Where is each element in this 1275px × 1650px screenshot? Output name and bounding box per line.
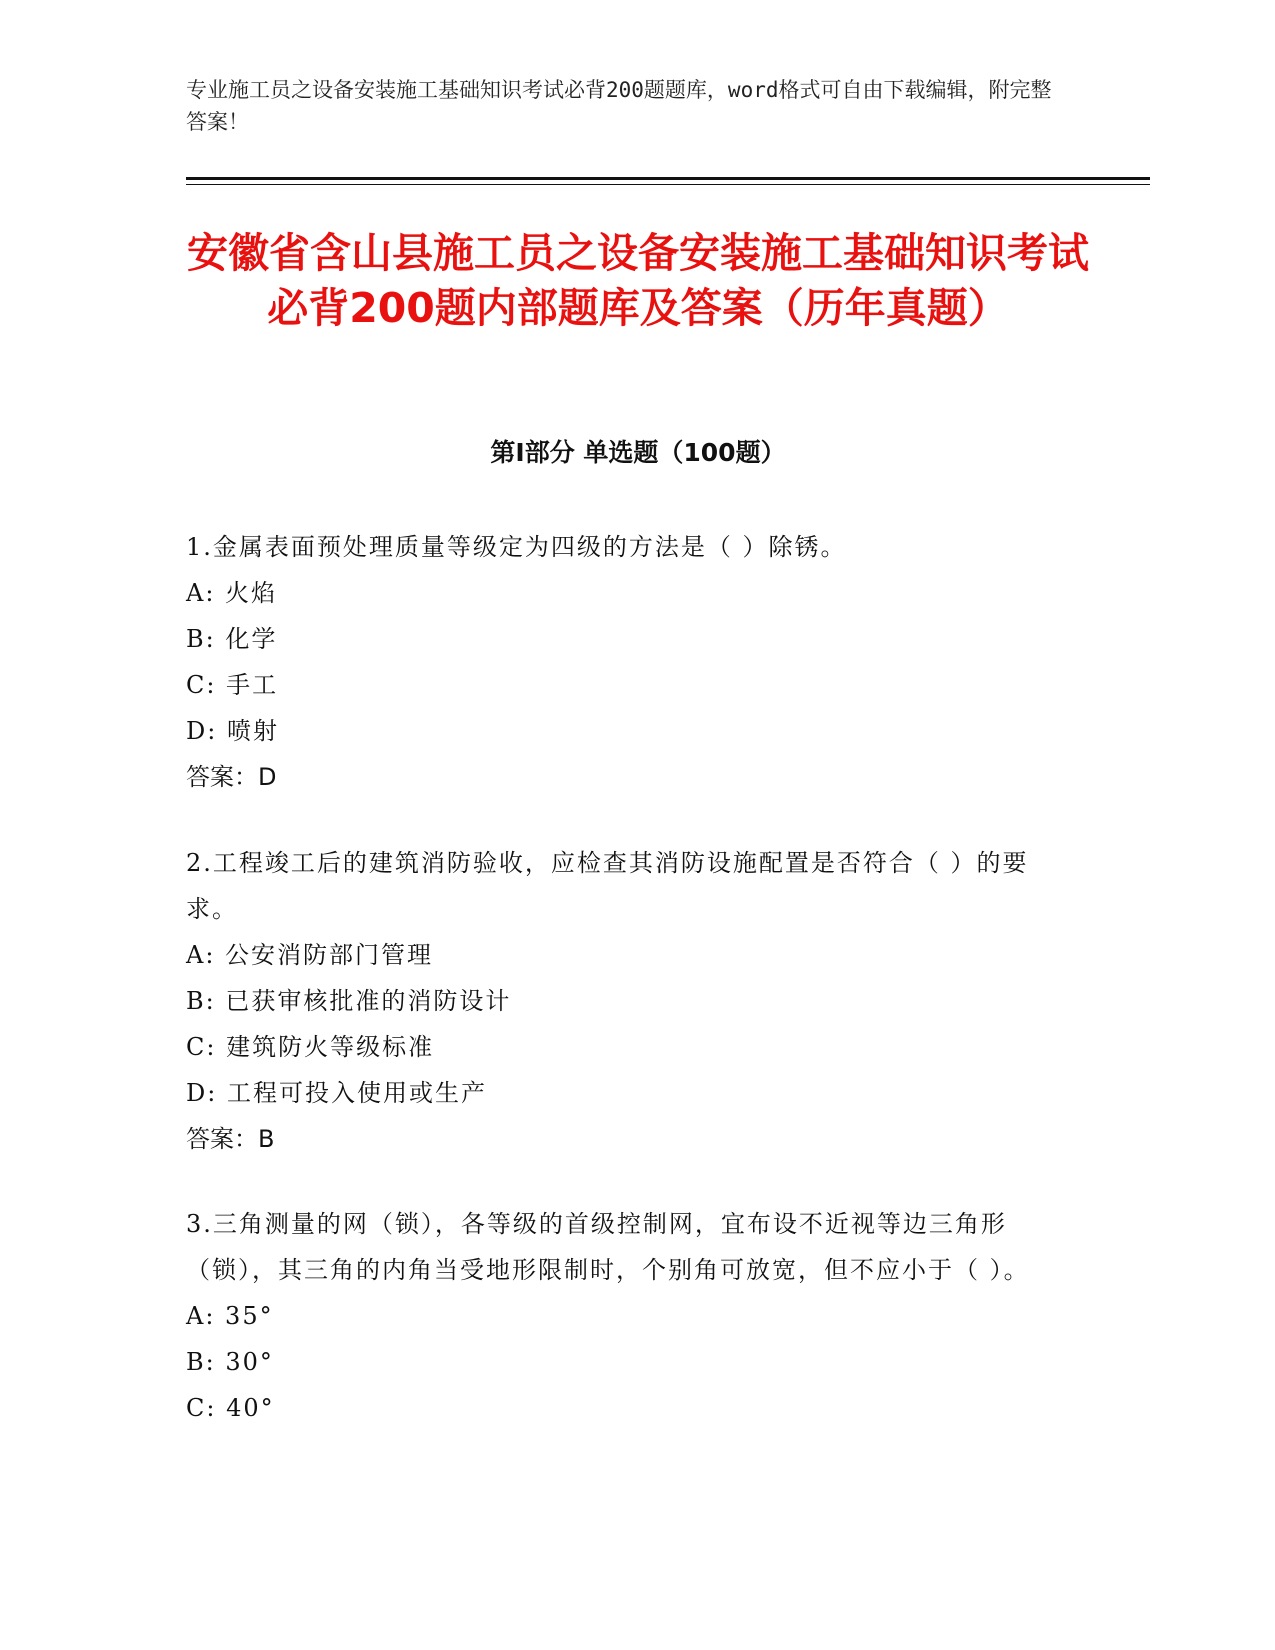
option-a: A: 35° bbox=[186, 1302, 274, 1330]
answer: 答案：B bbox=[186, 1125, 275, 1153]
option-c: C: 手工 bbox=[186, 671, 279, 699]
header-note: 专业施工员之设备安装施工基础知识考试必背200题题库，word格式可自由下载编辑，附完整答案！ bbox=[186, 78, 1052, 134]
question-2 bbox=[186, 840, 1066, 1162]
question-3 bbox=[186, 1201, 1066, 1431]
option-b: B: 化学 bbox=[186, 625, 278, 653]
answer: 答案：D bbox=[186, 763, 277, 791]
option-a: A: 火焰 bbox=[186, 579, 278, 607]
question-stem: 1.金属表面预处理质量等级定为四级的方法是（ ）除锈。 bbox=[186, 533, 847, 561]
question-stem: 3.三角测量的网（锁），各等级的首级控制网，宜布设不近视等边三角形（锁），其三角的内角当受地形限制时，个别角可放宽，但不应小于（ ）。 bbox=[186, 1210, 1030, 1284]
option-b: B: 已获审核批准的消防设计 bbox=[186, 987, 512, 1015]
option-d: D: 工程可投入使用或生产 bbox=[186, 1079, 487, 1107]
option-a: A: 公安消防部门管理 bbox=[186, 941, 434, 969]
header-divider-thin bbox=[186, 184, 1150, 185]
option-c: C: 建筑防火等级标准 bbox=[186, 1033, 435, 1061]
option-d: D: 喷射 bbox=[186, 717, 279, 745]
section-title: 第Ⅰ部分 单选题（100题） bbox=[490, 438, 786, 467]
document-title: 安徽省含山县施工员之设备安装施工基础知识考试必背200题内部题库及答案（历年真题） bbox=[187, 229, 1089, 332]
option-b: B: 30° bbox=[186, 1348, 274, 1376]
question-stem: 2.工程竣工后的建筑消防验收，应检查其消防设施配置是否符合（ ）的要求。 bbox=[186, 849, 1029, 923]
option-c: C: 40° bbox=[186, 1394, 275, 1422]
header-divider-thick bbox=[186, 177, 1150, 180]
question-1 bbox=[186, 524, 1066, 800]
